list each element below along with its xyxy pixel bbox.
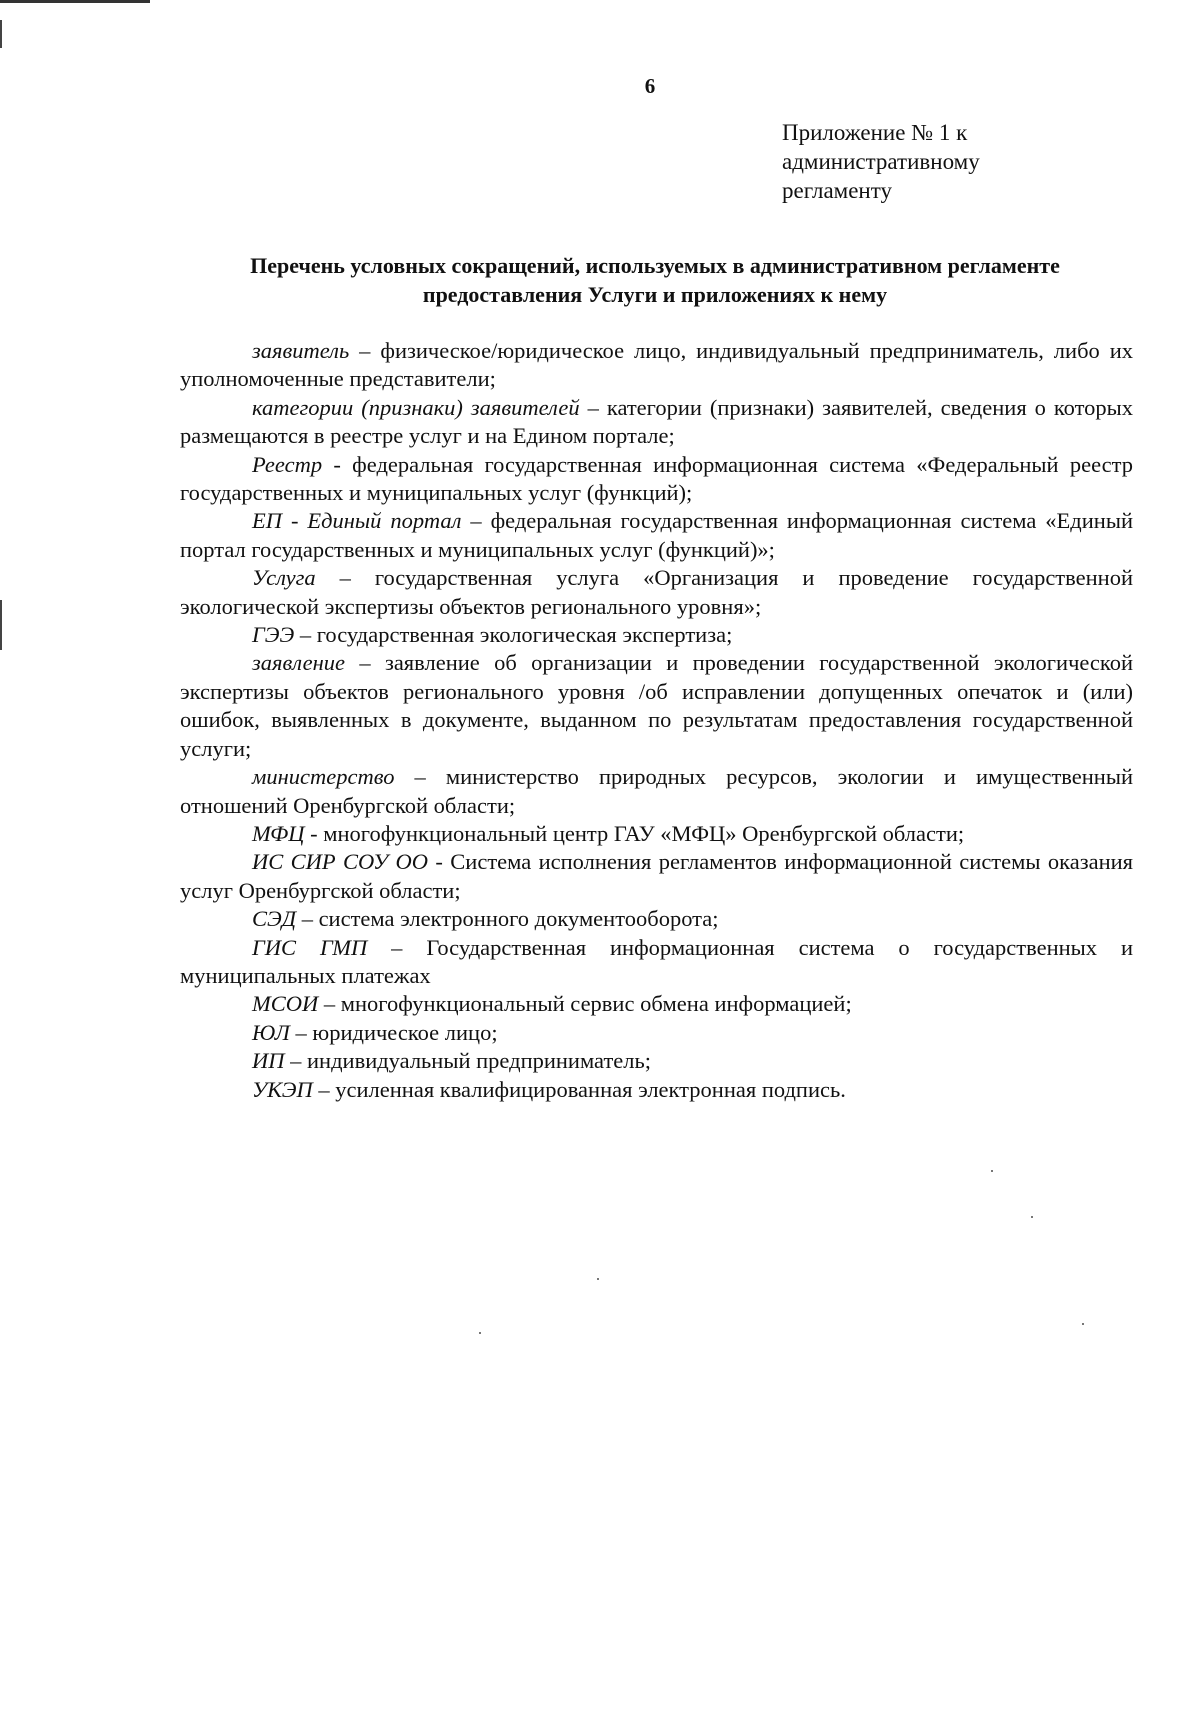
page-number: 6: [644, 74, 656, 98]
separator: –: [312, 1076, 336, 1102]
abbreviation-definition: Система исполнения регламентов информационной системы оказания услуг Оренбургской области;: [180, 849, 1134, 903]
scan-edge-line: [0, 0, 150, 3]
abbreviation-entry: [180, 1076, 1133, 1104]
appendix-line: административному: [782, 149, 980, 174]
scan-speck: [991, 1170, 993, 1172]
abbreviation-entry: [180, 990, 1133, 1018]
separator: –: [367, 934, 427, 960]
abbreviation-term: категории (признаки) заявителей: [252, 394, 580, 420]
abbreviation-definition: федеральная государственная информационная система «Федеральный реестр государственных и муниципальных услуг (функций);: [180, 451, 1133, 506]
abbreviation-definition: юридическое лицо;: [312, 1019, 498, 1045]
abbreviation-definition: категории (признаки) заявителей, сведения о которых размещаются в реестре услуг и на Едином портале;: [180, 394, 1133, 449]
abbreviation-entry: [180, 1047, 1133, 1075]
separator: -: [428, 849, 451, 875]
abbreviation-term: ГИС ГМП: [252, 934, 368, 960]
separator: –: [294, 622, 317, 648]
abbreviation-entry: [180, 337, 1133, 394]
abbreviation-definition: многофункциональный сервис обмена информацией;: [340, 991, 852, 1017]
abbreviation-definition: министерство природных ресурсов, экологии и имущественный отношений Оренбургской области;: [180, 764, 1133, 818]
abbreviation-definition: система электронного документооборота;: [318, 906, 719, 932]
separator: –: [579, 394, 607, 420]
appendix-line: регламенту: [782, 178, 892, 203]
abbreviation-term: СЭД: [252, 906, 297, 932]
abbreviation-term: ЮЛ: [252, 1019, 290, 1045]
separator: –: [349, 338, 381, 363]
title-line: Перечень условных сокращений, используемых в административном регламенте: [250, 253, 1060, 278]
separator: –: [394, 764, 446, 790]
abbreviation-definition: заявление об организации и проведении государственной экологической экспертизы объектов регионального уровня /об исправлении допущенных опечаток и (или) ошибок, выявленных в документе, выданном по результатам предоставления государственной услуги;: [180, 650, 1133, 761]
separator: –: [318, 991, 341, 1017]
abbreviation-definition: федеральная государственная информационная система «Единый портал государственных и муниципальных услуг (функций)»;: [180, 508, 1133, 562]
abbreviation-term: министерство: [252, 764, 395, 790]
abbreviation-entry: [180, 1019, 1133, 1047]
abbreviation-term: ГЭЭ: [252, 622, 295, 648]
abbreviation-term: заявление: [252, 650, 346, 676]
abbreviation-entry: [180, 649, 1133, 763]
abbreviation-entry: [180, 394, 1133, 451]
abbreviation-entry: [180, 507, 1133, 564]
abbreviation-term: МФЦ: [252, 820, 305, 846]
abbreviation-entry: [180, 451, 1133, 508]
abbreviation-list: [180, 337, 1133, 1104]
separator: –: [296, 906, 319, 932]
abbreviation-definition: усиленная квалифицированная электронная подпись.: [335, 1076, 846, 1102]
abbreviation-definition: государственная услуга «Организация и проведение государственной экологической экспертизы объектов регионального уровня»;: [180, 565, 1133, 619]
abbreviation-entry: [180, 763, 1133, 820]
scan-edge-mark: [0, 20, 2, 48]
abbreviation-entry: [180, 905, 1133, 933]
abbreviation-definition: индивидуальный предприниматель;: [307, 1048, 652, 1074]
separator: –: [284, 1048, 307, 1074]
abbreviation-entry: [180, 934, 1133, 991]
abbreviation-definition: многофункциональный центр ГАУ «МФЦ» Оренбургской области;: [323, 820, 965, 846]
abbreviation-entry: [180, 564, 1133, 621]
abbreviation-term: заявитель: [252, 338, 350, 363]
appendix-line: Приложение № 1 к: [782, 120, 968, 145]
abbreviation-term: ИП: [252, 1048, 285, 1074]
separator: –: [315, 565, 375, 591]
abbreviation-definition: государственная экологическая экспертиза;: [316, 622, 733, 648]
separator: –: [289, 1019, 313, 1045]
separator: -: [322, 451, 353, 477]
abbreviation-term: МСОИ: [252, 991, 319, 1017]
scan-speck: [479, 1332, 481, 1334]
abbreviation-definition: Государственная информационная система о государственных и муниципальных платежах: [180, 934, 1133, 988]
abbreviation-term: ЕП - Единый портал: [252, 508, 462, 534]
scan-speck: [597, 1278, 599, 1280]
separator: –: [461, 508, 491, 534]
scan-edge-mark: [0, 600, 2, 650]
separator: –: [345, 650, 385, 676]
scan-speck: [1031, 1216, 1033, 1218]
abbreviation-entry: [180, 848, 1133, 905]
separator: -: [304, 820, 324, 846]
abbreviation-term: ИС СИР СОУ ОО: [252, 849, 429, 875]
scan-speck: [1082, 1323, 1084, 1325]
title-line: предоставления Услуги и приложениях к нему: [422, 282, 888, 307]
abbreviation-term: Реестр: [252, 451, 323, 477]
abbreviation-definition: физическое/юридическое лицо, индивидуальный предприниматель, либо их уполномоченные представители;: [180, 338, 1134, 392]
abbreviation-term: Услуга: [252, 565, 316, 591]
document-title: [180, 251, 1130, 309]
abbreviation-term: УКЭП: [252, 1076, 313, 1102]
abbreviation-entry: [180, 820, 1133, 848]
appendix-note: [782, 118, 980, 205]
abbreviation-entry: [180, 621, 1133, 649]
